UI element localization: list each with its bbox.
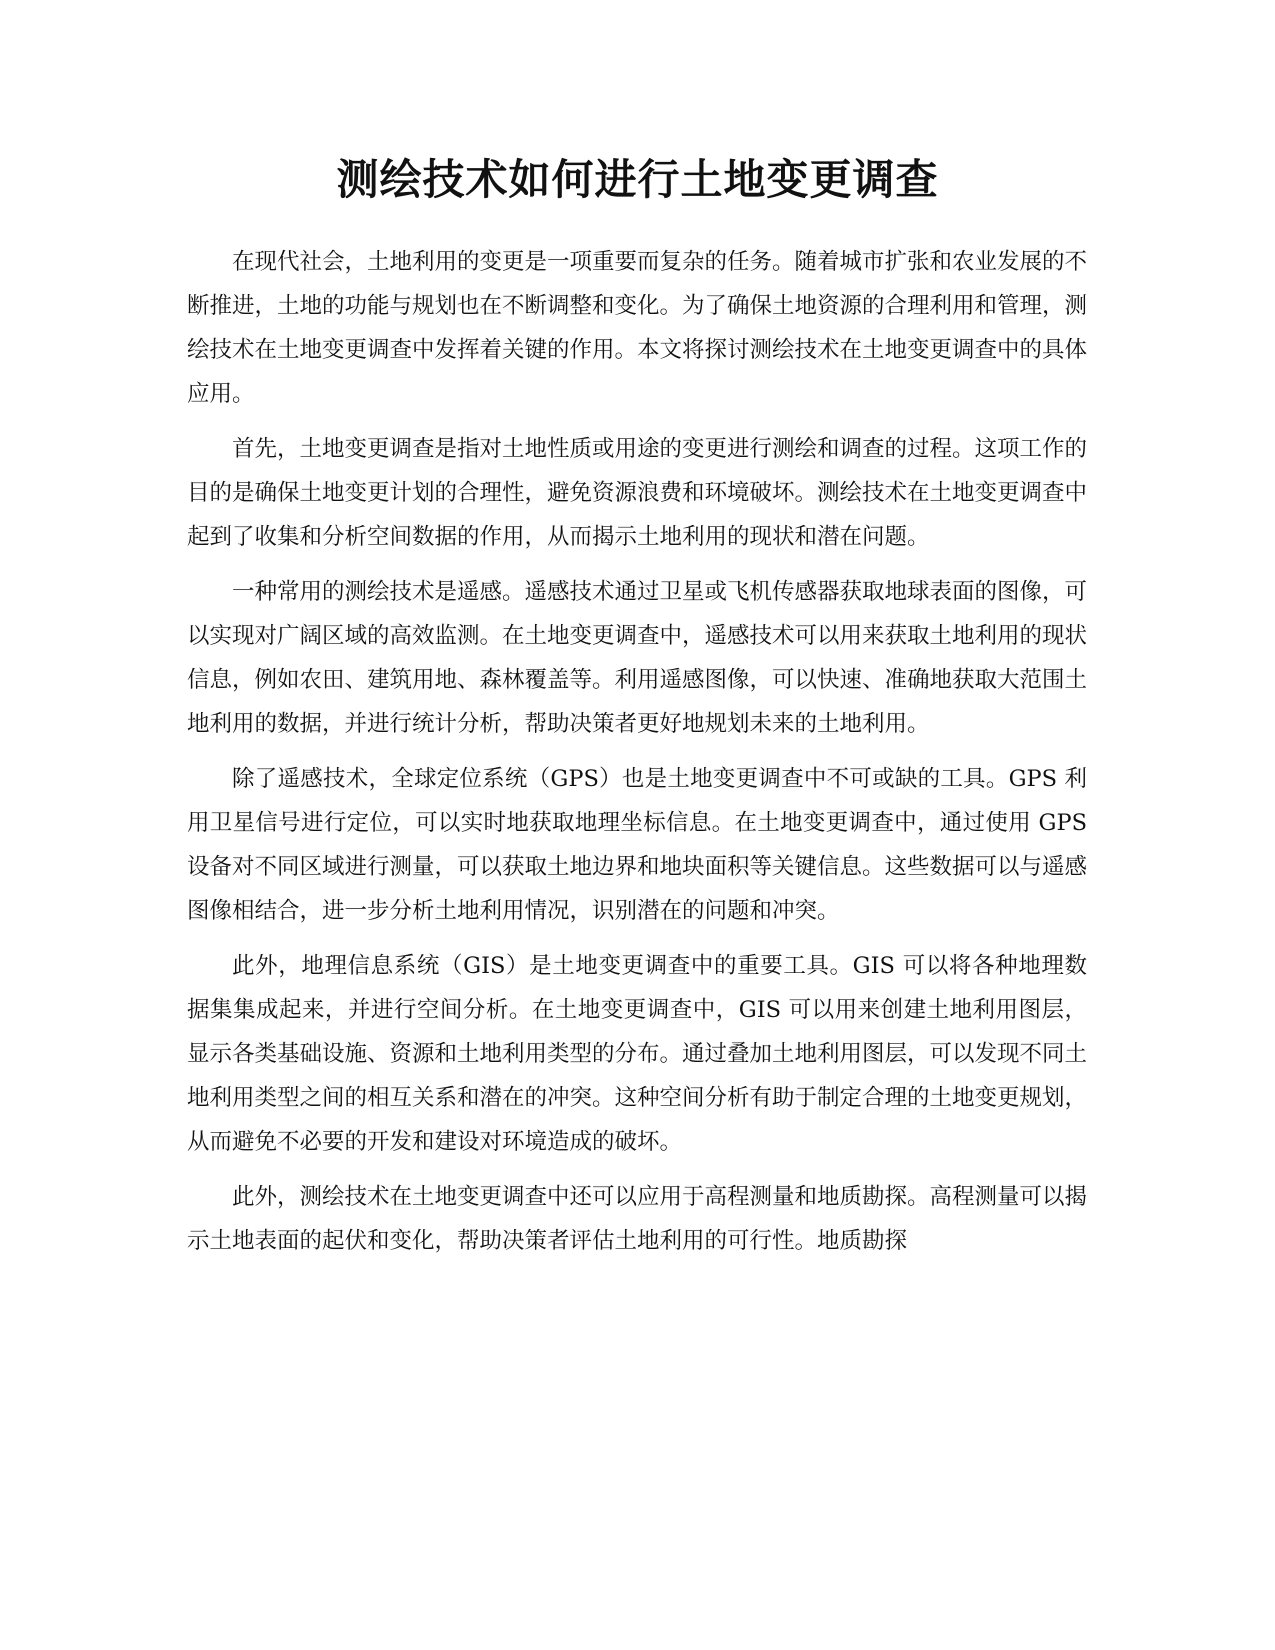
paragraph-1: 在现代社会，土地利用的变更是一项重要而复杂的任务。随着城市扩张和农业发展的不断推进，土地的功能与规划也在不断调整和变化。为了确保土地资源的合理利用和管理，测绘技术在土地变更调查中发挥着关键的作用。本文将探讨测绘技术在土地变更调查中的具体应用。 <box>187 249 1088 407</box>
paragraph-6: 此外，测绘技术在土地变更调查中还可以应用于高程测量和地质勘探。高程测量可以揭示土地表面的起伏和变化，帮助决策者评估土地利用的可行性。地质勘探 <box>187 1184 1088 1254</box>
document-body <box>187 240 1087 1274</box>
paragraph-5: 此外，地理信息系统（GIS）是土地变更调查中的重要工具。GIS 可以将各种地理数据集集成起来，并进行空间分析。在土地变更调查中，GIS 可以用来创建土地利用图层，显示各类基础设施、资源和土地利用类型的分布。通过叠加土地利用图层，可以发现不同土地利用类型之间的相互关系和潜在的冲突。这种空间分析有助于制定合理的土地变更规划，从而避免不必要的开发和建设对环境造成的破坏。 <box>187 953 1088 1155</box>
document-title: 测绘技术如何进行土地变更调查 <box>336 155 939 204</box>
paragraph-3: 一种常用的测绘技术是遥感。遥感技术通过卫星或飞机传感器获取地球表面的图像，可以实现对广阔区域的高效监测。在土地变更调查中，遥感技术可以用来获取土地利用的现状信息，例如农田、建筑用地、森林覆盖等。利用遥感图像，可以快速、准确地获取大范围土地利用的数据，并进行统计分析，帮助决策者更好地规划未来的土地利用。 <box>187 579 1088 737</box>
paragraph-4: 除了遥感技术，全球定位系统（GPS）也是土地变更调查中不可或缺的工具。GPS 利用卫星信号进行定位，可以实时地获取地理坐标信息。在土地变更调查中，通过使用 GPS 设备对不同区域进行测量，可以获取土地边界和地块面积等关键信息。这些数据可以与遥感图像相结合，进一步分析土地利用情况，识别潜在的问题和冲突。 <box>187 766 1088 924</box>
paragraph-2: 首先，土地变更调查是指对土地性质或用途的变更进行测绘和调查的过程。这项工作的目的是确保土地变更计划的合理性，避免资源浪费和环境破坏。测绘技术在土地变更调查中起到了收集和分析空间数据的作用，从而揭示土地利用的现状和潜在问题。 <box>187 436 1088 550</box>
